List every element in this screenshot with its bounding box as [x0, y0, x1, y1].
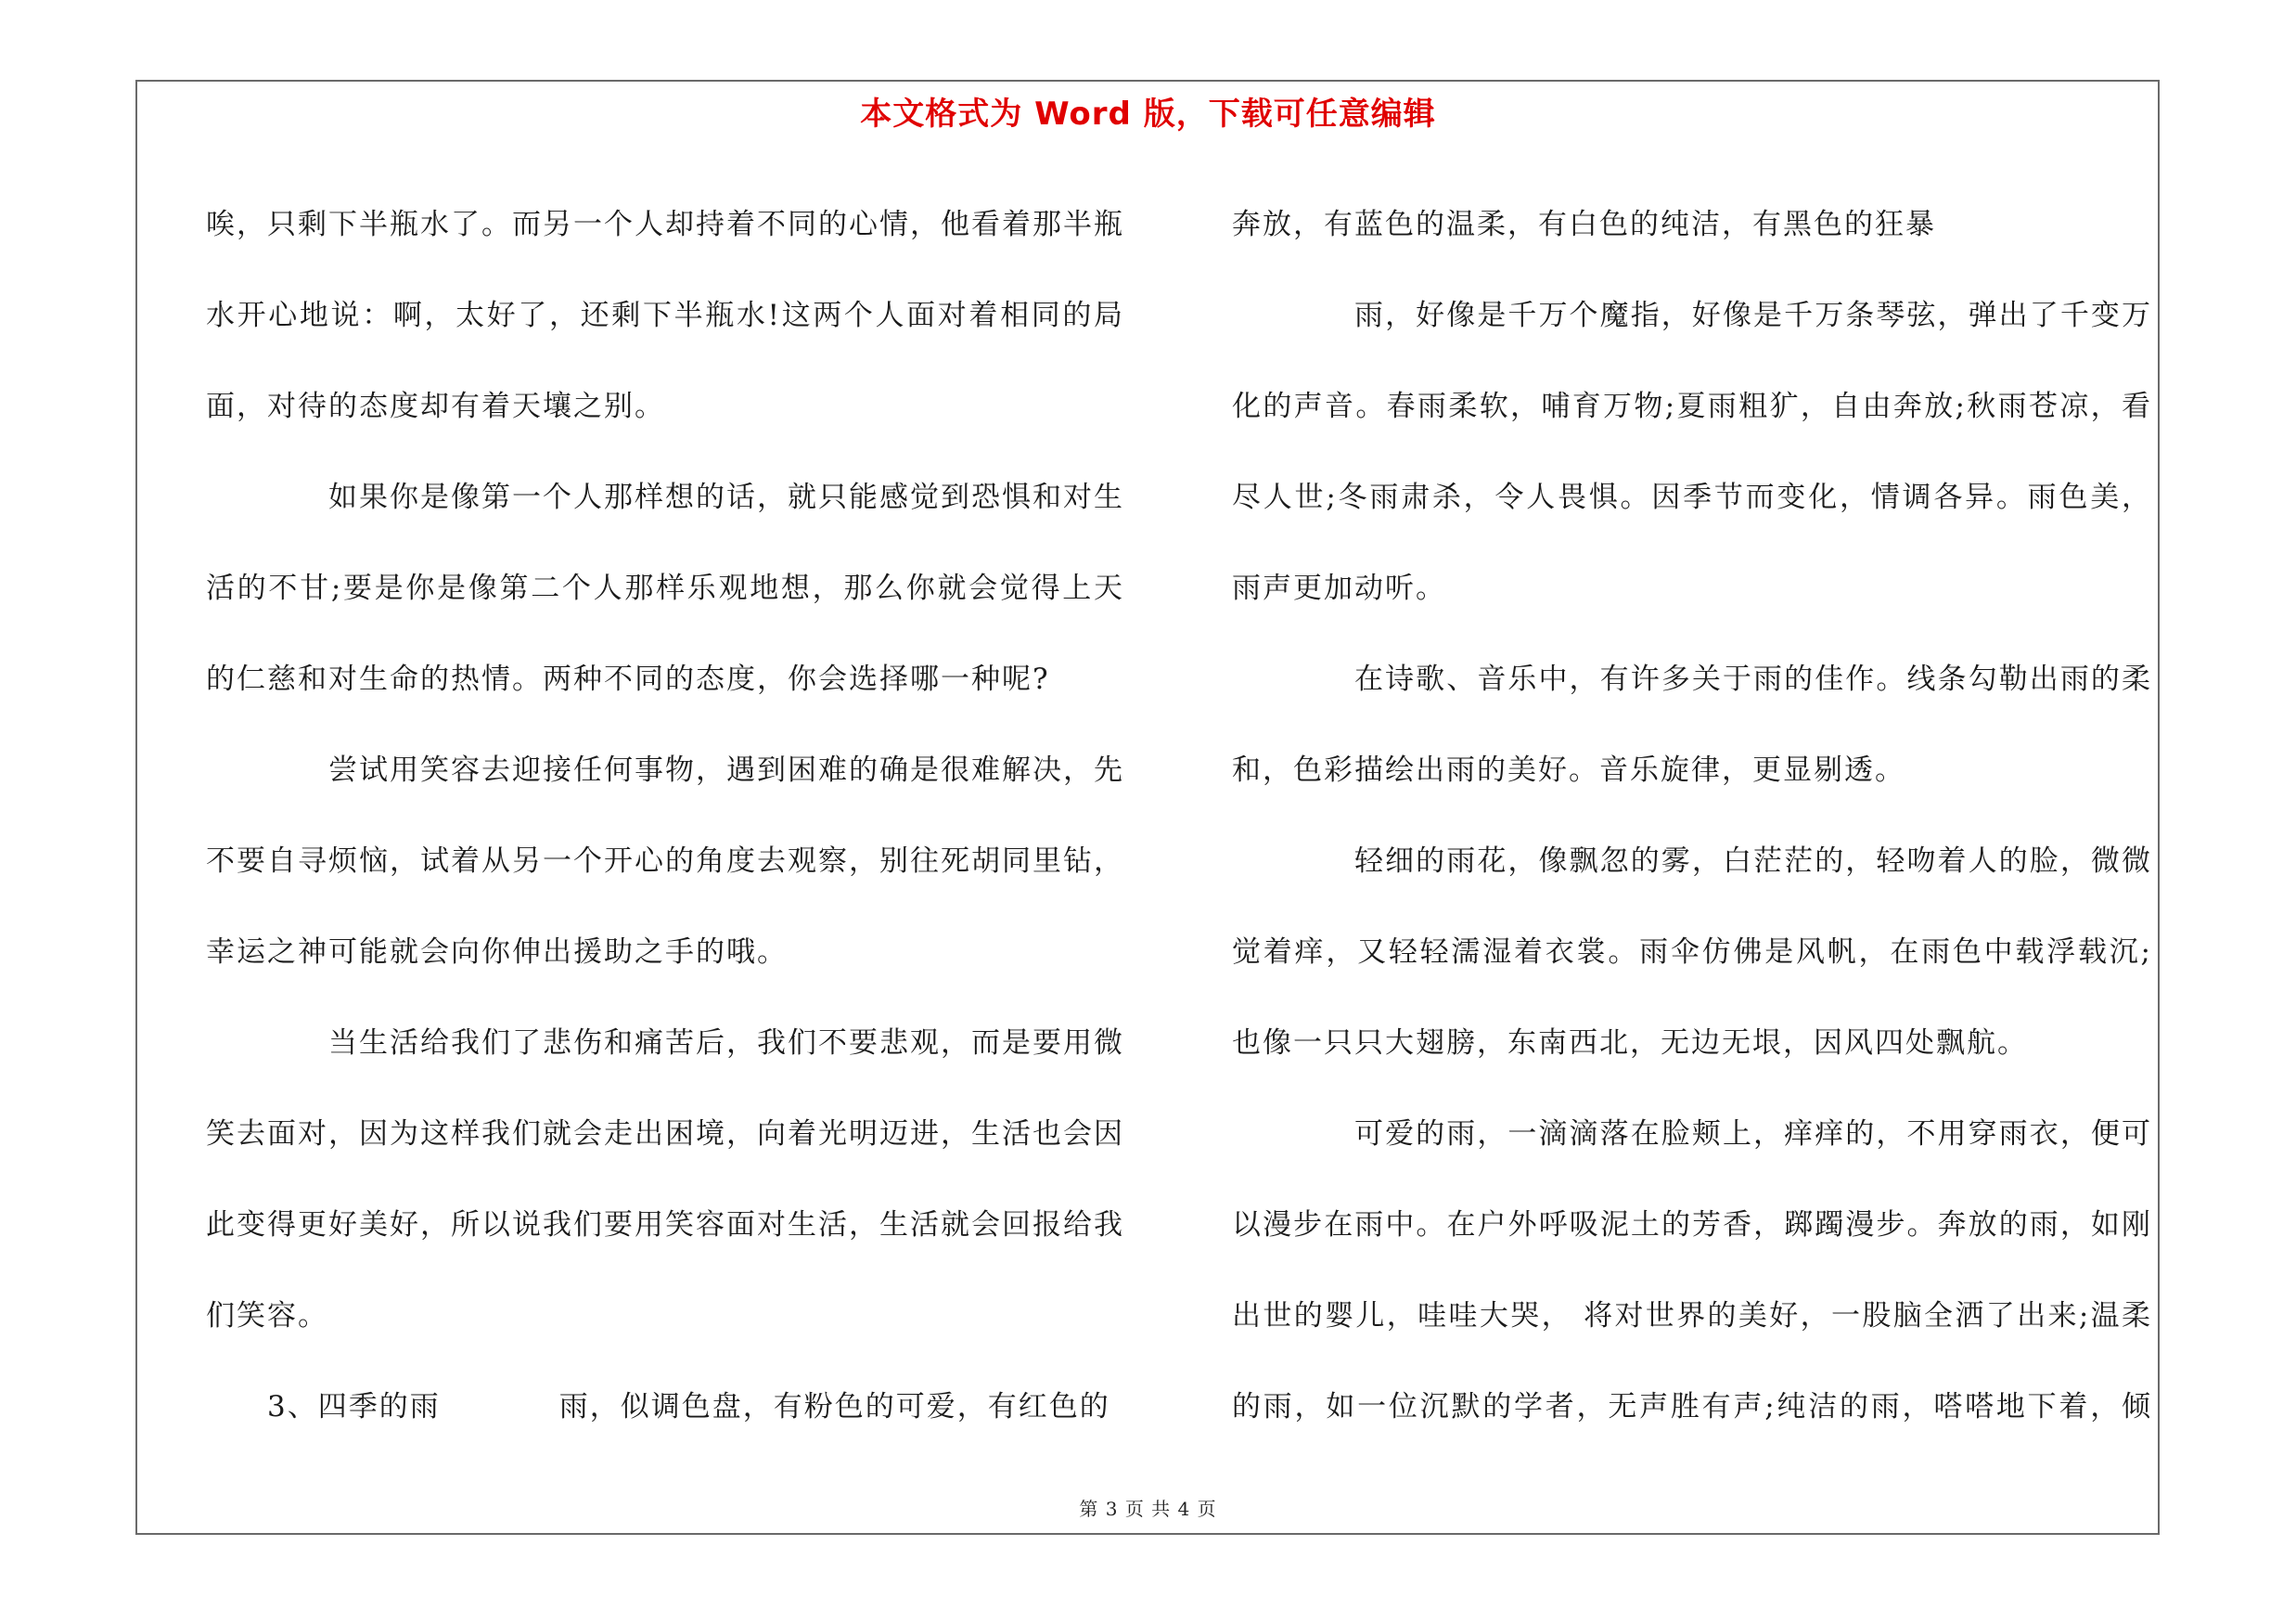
paragraph-start-line: 轻细的雨花，像飘忽的雾，白茫茫的，轻吻着人的脸，微微 [1354, 844, 2152, 878]
text-line: 们笑容。 [206, 1299, 328, 1333]
text-line: 出世的婴儿，哇哇大哭， 将对世界的美好，一股脑全洒了出来;温柔 [1232, 1299, 2152, 1333]
text-line: 和，色彩描绘出雨的美好。音乐旋律，更显剔透。 [1232, 754, 1905, 787]
paragraph-start-line: 如果你是像第一个人那样想的话，就只能感觉到恐惧和对生 [328, 481, 1124, 514]
text-line: 此变得更好美好，所以说我们要用笑容面对生活，生活就会回报给我 [206, 1208, 1124, 1242]
text-line: 尽人世;冬雨肃杀，令人畏惧。因季节而变化，情调各异。雨色美， [1232, 481, 2152, 514]
paragraph-start-line: 雨，好像是千万个魔指，好像是千万条琴弦，弹出了千变万 [1354, 299, 2152, 332]
right-column [1232, 179, 2152, 1452]
section-number-title: 3、四季的雨 [267, 1390, 441, 1423]
text-line: 水开心地说：啊，太好了，还剩下半瓶水!这两个人面对着相同的局 [206, 299, 1124, 332]
left-column [206, 179, 1124, 1452]
text-line: 化的声音。春雨柔软，哺育万物;夏雨粗犷，自由奔放;秋雨苍凉，看 [1232, 390, 2152, 423]
section-opening-text: 雨，似调色盘，有粉色的可爱，有红色的 [558, 1390, 1110, 1423]
text-line: 觉着痒，又轻轻濡湿着衣裳。雨伞仿佛是风帆，在雨色中载浮载沉; [1232, 935, 2152, 969]
text-line: 以漫步在雨中。在户外呼吸泥土的芳香，踯躅漫步。奔放的雨，如刚 [1232, 1208, 2152, 1242]
text-line: 奔放，有蓝色的温柔，有白色的纯洁，有黑色的狂暴 [1232, 208, 1936, 241]
text-line: 也像一只只大翅膀，东南西北，无边无垠，因风四处飘航。 [1232, 1026, 2028, 1060]
paragraph-start-line: 当生活给我们了悲伤和痛苦后，我们不要悲观，而是要用微 [328, 1026, 1124, 1060]
paragraph-start-line: 可爱的雨，一滴滴落在脸颊上，痒痒的，不用穿雨衣，便可 [1354, 1117, 2152, 1151]
text-line: 活的不甘;要是你是像第二个人那样乐观地想，那么你就会觉得上天 [206, 572, 1124, 605]
text-line: 的仁慈和对生命的热情。两种不同的态度，你会选择哪一种呢? [206, 663, 1050, 696]
text-line: 笑去面对，因为这样我们就会走出困境，向着光明迈进，生活也会因 [206, 1117, 1124, 1151]
text-line: 幸运之神可能就会向你伸出援助之手的哦。 [206, 935, 788, 969]
page-number-footer: 第 3 页 共 4 页 [1079, 1498, 1217, 1520]
paragraph-start-line: 在诗歌、音乐中，有许多关于雨的佳作。线条勾勒出雨的柔 [1354, 663, 2152, 696]
text-line: 雨声更加动听。 [1232, 572, 1446, 605]
text-line: 不要自寻烦恼，试着从另一个开心的角度去观察，别往死胡同里钻， [206, 844, 1124, 878]
paragraph-start-line: 尝试用笑容去迎接任何事物，遇到困难的确是很难解决，先 [328, 754, 1124, 787]
format-banner: 本文格式为 Word 版，下载可任意编辑 [860, 96, 1436, 133]
text-line: 的雨，如一位沉默的学者，无声胜有声;纯洁的雨，嗒嗒地下着，倾 [1232, 1390, 2152, 1423]
text-line: 面，对待的态度却有着天壤之别。 [206, 390, 665, 423]
section-heading-line [206, 1361, 1124, 1452]
text-line: 唉，只剩下半瓶水了。而另一个人却持着不同的心情，他看着那半瓶 [206, 208, 1124, 241]
